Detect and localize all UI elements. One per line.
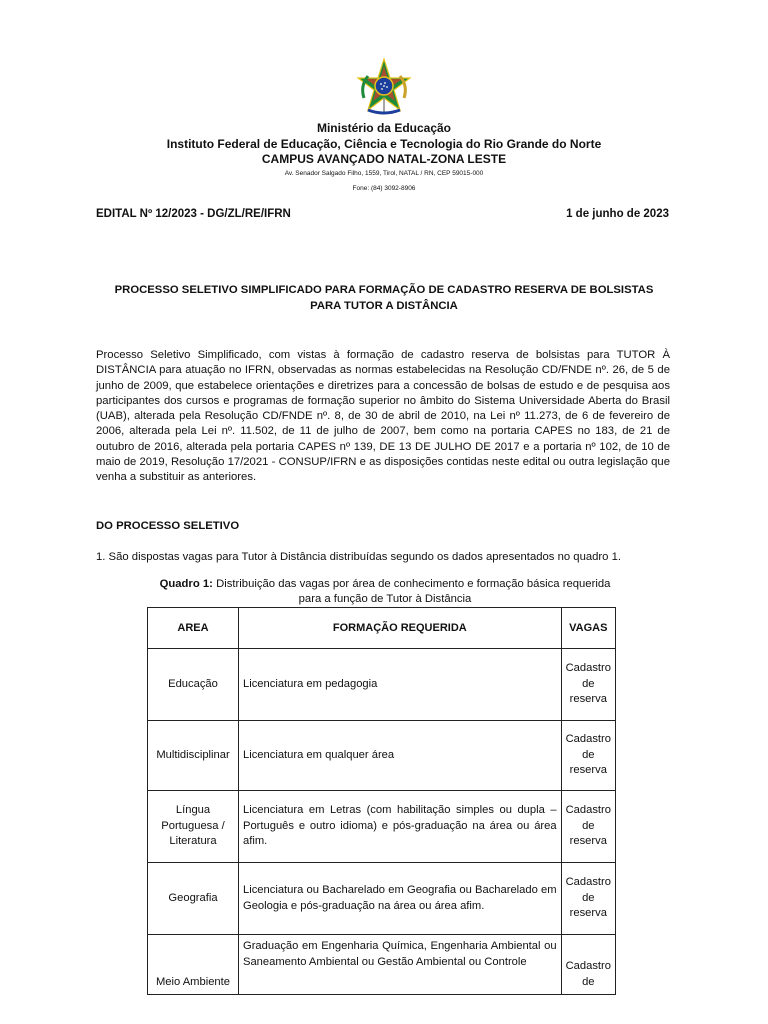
document-title: PROCESSO SELETIVO SIMPLIFICADO PARA FORMAÇÃO DE CADASTRO RESERVA DE BOLSISTAS PARA TUTOR A DISTÂNCIA xyxy=(114,284,654,312)
row-area: Geografia xyxy=(148,863,239,935)
row-area: Meio Ambiente xyxy=(148,935,239,995)
row-area: Educação xyxy=(148,649,239,721)
row-area: Multidisciplinar xyxy=(148,721,239,791)
phone: Fone: (84) 3092-8906 xyxy=(352,185,416,192)
edital-date: 1 de junho de 2023 xyxy=(566,208,669,220)
row-formacao: Licenciatura em pedagogia xyxy=(239,649,562,721)
address: Av. Senador Salgado Filho, 1559, Tirol, NATAL / RN, CEP 59015-000 xyxy=(284,170,484,177)
intro-paragraph: Processo Seletivo Simplificado, com vistas à formação de cadastro reserva de bolsistas para TUTOR À DISTÂNCIA para atuação no IFRN, observadas as normas estabelecidas na Resolução CD/FNDE nº. 26, de 5 de junho de 2009, que estabelece orientações e diretrizes para a concessão de bolsas de estudo e de pesquisa aos participantes dos cursos e programas de formação superior no âmbito do Sistema Universidade Aberta do Brasil (UAB), alterada pela Resolução CD/FNDE nº. 8, de 30 de abril de 2010, na Lei nº 11.273, de 6 de fevereiro de 2006, alterada pela Lei nº. 11.502, de 11 de julho de 2007, bem como na portaria CAPES no 183, de 21 de outubro de 2016, alterada pela portaria CAPES nº 139, DE 13 DE JULHO DE 2017 e a portaria nº 102, de 10 de maio de 2019, Resolução 17/2021 - CONSUP/IFRN e as disposições contidas neste edital ou outra legislação que venha a substituir as anteriores. xyxy=(96,349,670,484)
row-formacao: Licenciatura em Letras (com habilitação simples ou dupla – Português e outro idioma) e pós-graduação na área ou área afim. xyxy=(239,791,562,863)
table-row xyxy=(148,863,616,935)
row-area: Língua Portuguesa / Literatura xyxy=(148,791,239,863)
caption-label: Quadro 1: xyxy=(159,578,213,590)
caption-text: Distribuição das vagas por área de conhecimento e formação básica requerida para a função de Tutor à Distância xyxy=(216,578,611,605)
item-1: 1. São dispostas vagas para Tutor à Distância distribuídas segundo os dados apresentados no quadro 1. xyxy=(96,551,622,563)
table-row xyxy=(148,935,616,995)
section-heading: DO PROCESSO SELETIVO xyxy=(96,520,240,532)
row-vagas: Cadastro de reserva xyxy=(561,863,615,935)
ministry-name: Ministério da Educação xyxy=(316,121,452,135)
header-vagas: VAGAS xyxy=(561,608,615,649)
brazil-coat-of-arms-icon xyxy=(354,58,414,118)
table-header-row xyxy=(148,608,616,649)
table-row xyxy=(148,721,616,791)
institute-name: Instituto Federal de Educação, Ciência e Tecnologia do Rio Grande do Norte xyxy=(166,137,602,151)
header-formacao: FORMAÇÃO REQUERIDA xyxy=(239,608,562,649)
campus-name: CAMPUS AVANÇADO NATAL-ZONA LESTE xyxy=(261,152,507,166)
row-vagas: Cadastro de reserva xyxy=(561,791,615,863)
row-formacao: Graduação em Engenharia Química, Engenharia Ambiental ou Saneamento Ambiental ou Gestão Ambiental ou Controle xyxy=(239,935,562,995)
vacancies-table xyxy=(147,607,616,995)
header-area: AREA xyxy=(148,608,239,649)
edital-number: EDITAL Nº 12/2023 - DG/ZL/RE/IFRN xyxy=(96,208,291,220)
row-formacao: Licenciatura em qualquer área xyxy=(239,721,562,791)
table-row xyxy=(148,649,616,721)
table-caption xyxy=(150,577,620,606)
row-formacao: Licenciatura ou Bacharelado em Geografia ou Bacharelado em Geologia e pós-graduação na área ou área afim. xyxy=(239,863,562,935)
row-vagas: Cadastro de xyxy=(561,935,615,995)
row-vagas: Cadastro de reserva xyxy=(561,649,615,721)
row-vagas: Cadastro de reserva xyxy=(561,721,615,791)
table-row xyxy=(148,791,616,863)
